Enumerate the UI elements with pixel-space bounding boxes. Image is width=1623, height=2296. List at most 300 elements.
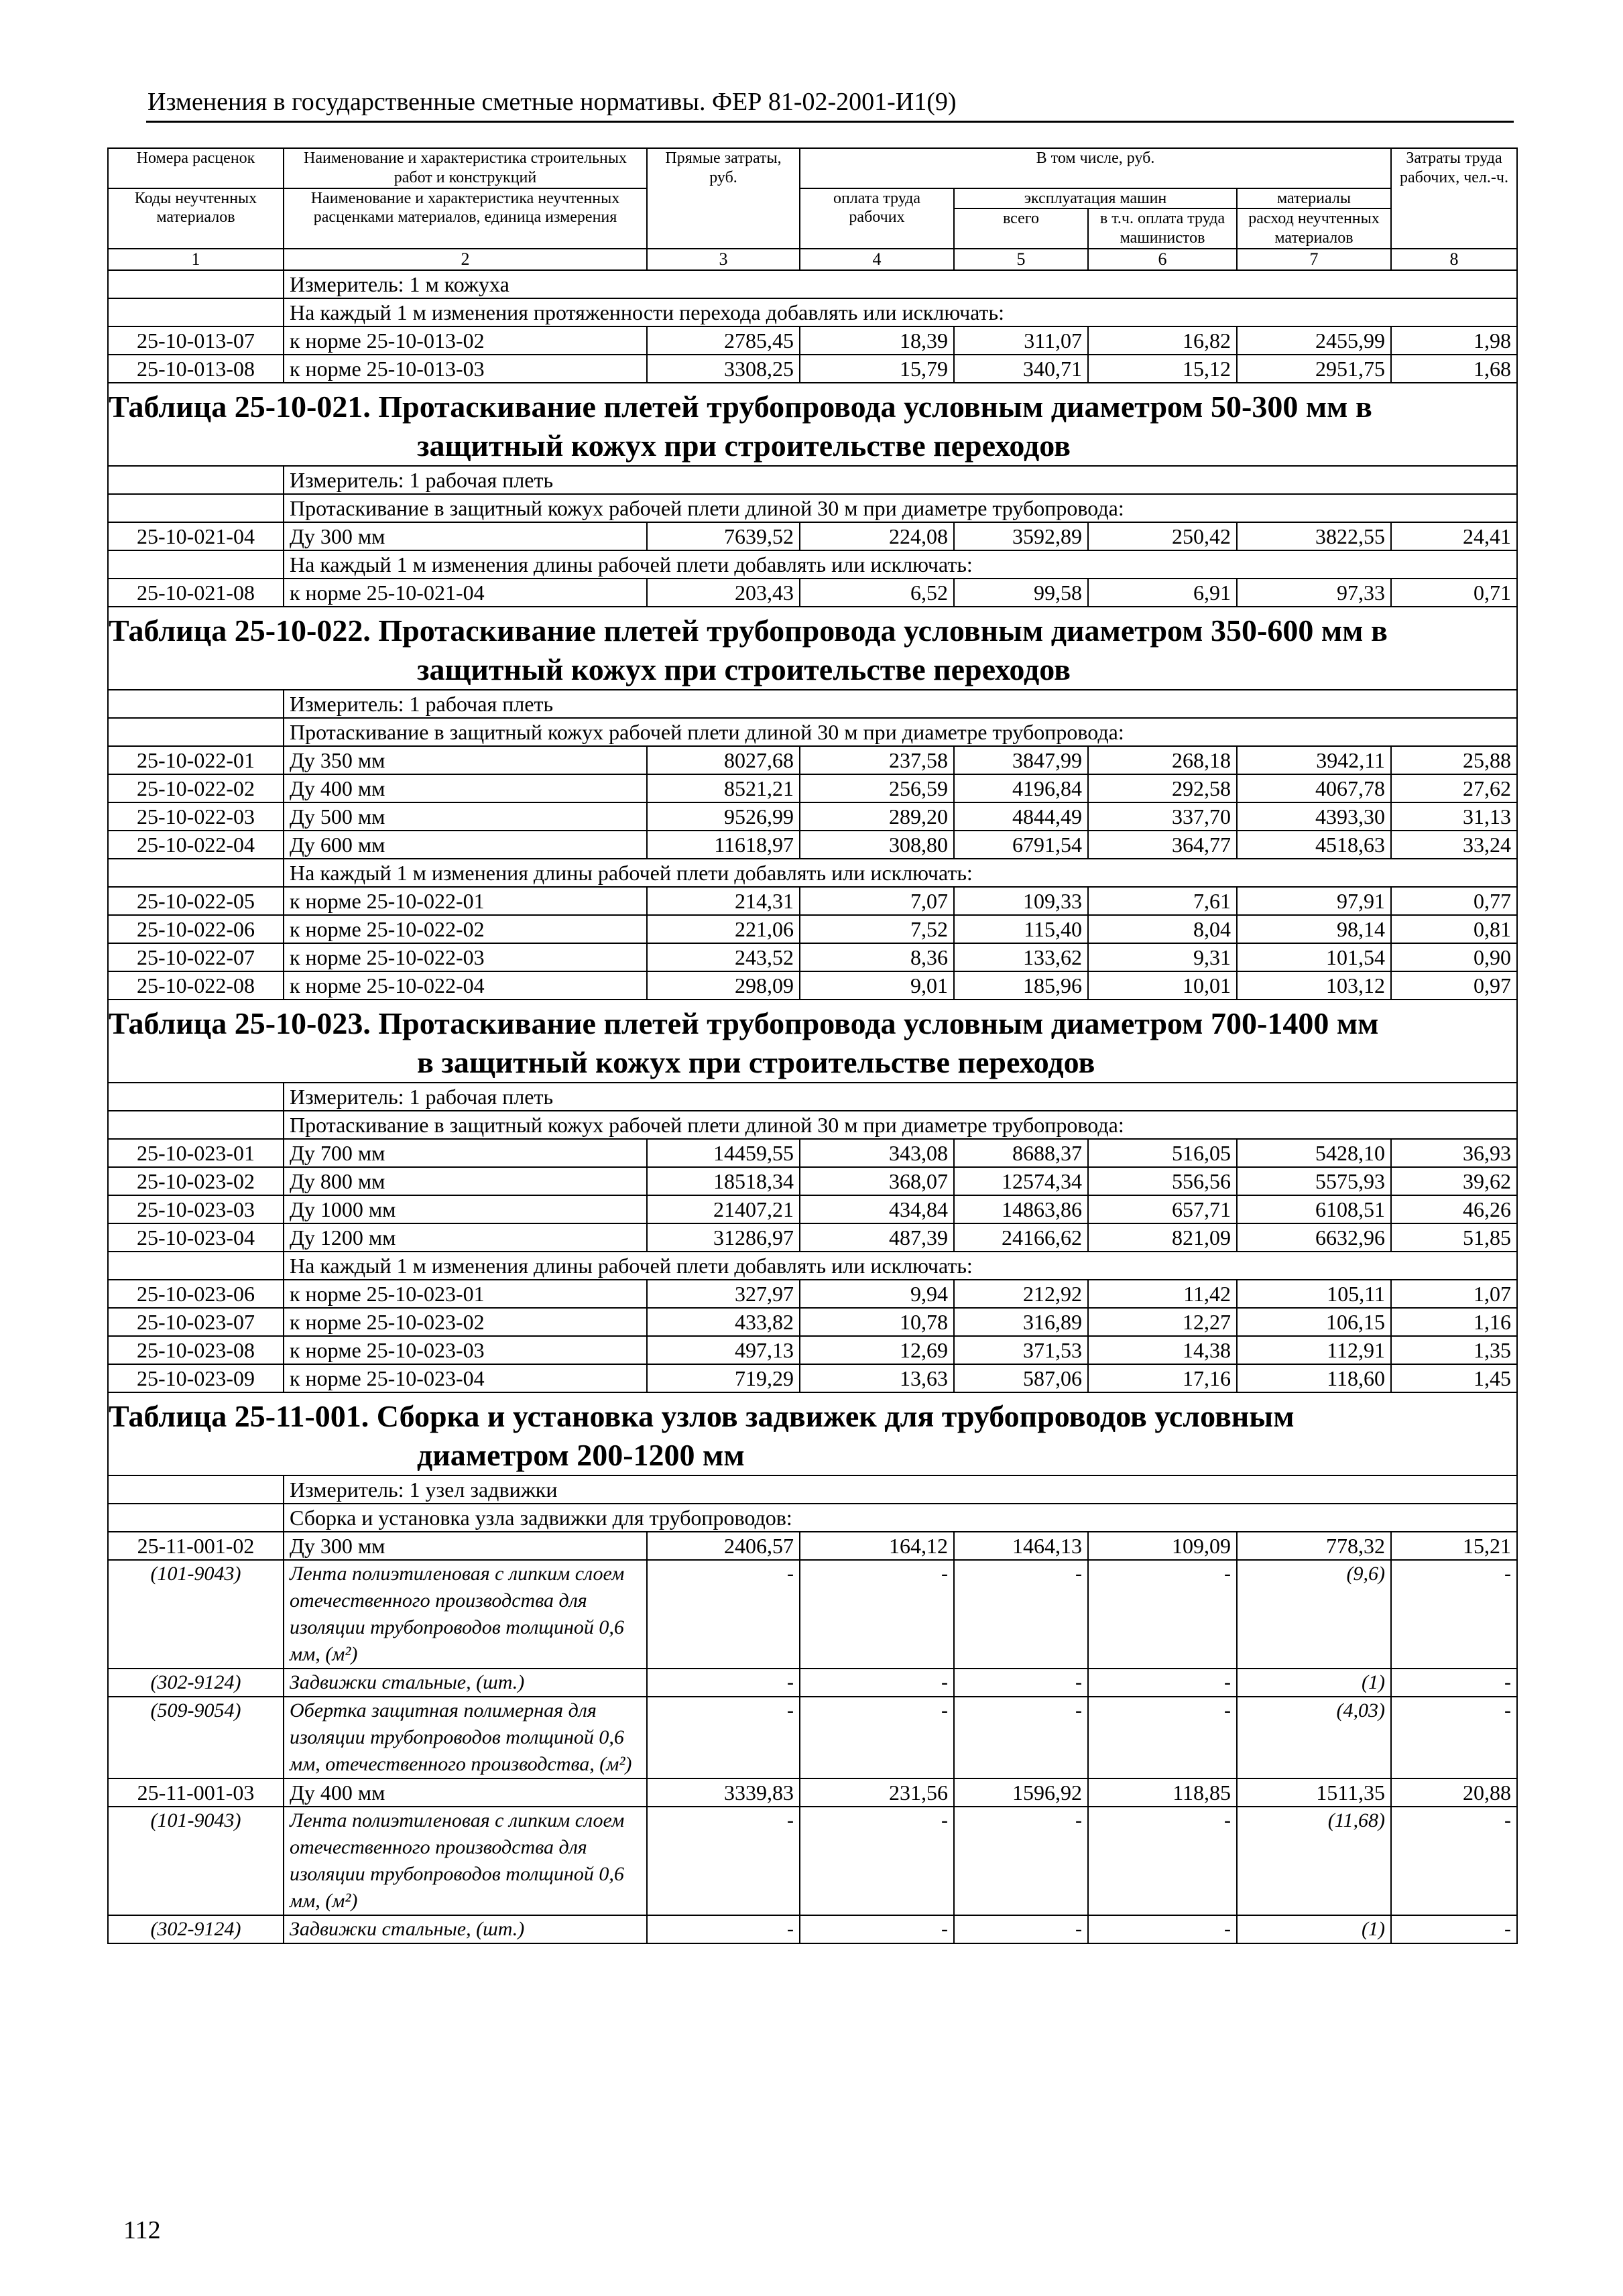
value-cell: 15,79 (800, 355, 954, 383)
value-cell: 112,91 (1237, 1336, 1391, 1364)
empty-cell (108, 859, 284, 887)
value-cell: 9,01 (800, 971, 954, 1000)
material-row (108, 1669, 1517, 1697)
value-cell: 4844,49 (954, 802, 1088, 831)
note-label: На каждый 1 м изменения длины рабочей плети добавлять или исключать: (284, 1252, 1517, 1280)
material-code: (101-9043) (108, 1560, 284, 1669)
dash-cell: - (800, 1669, 954, 1697)
col7-header: расход неучтенных материалов (1237, 208, 1391, 249)
note-label: Протаскивание в защитный кожух рабочей плети длиной 30 м при диаметре трубопровода: (284, 718, 1517, 746)
rate-code: 25-10-013-08 (108, 355, 284, 383)
included-header: В том числе, руб. (800, 148, 1391, 188)
rate-name: Ду 300 мм (284, 522, 647, 550)
table-row (108, 1139, 1517, 1167)
table-row (108, 1364, 1517, 1392)
table-row (108, 915, 1517, 943)
value-cell: 8688,37 (954, 1139, 1088, 1167)
value-cell: 5575,93 (1237, 1167, 1391, 1195)
value-cell: 587,06 (954, 1364, 1088, 1392)
table-row (108, 746, 1517, 774)
dash-cell: - (1391, 1669, 1517, 1697)
note-label: Сборка и установка узла задвижки для трубопроводов: (284, 1504, 1517, 1532)
table-row (108, 774, 1517, 802)
material-qty: (1) (1237, 1669, 1391, 1697)
empty-cell (108, 1475, 284, 1504)
value-cell: 2455,99 (1237, 326, 1391, 355)
empty-cell (108, 270, 284, 298)
value-cell: 8,36 (800, 943, 954, 971)
rate-code: 25-11-001-03 (108, 1778, 284, 1807)
value-cell: 115,40 (954, 915, 1088, 943)
value-cell: 214,31 (647, 887, 800, 915)
value-cell: 33,24 (1391, 831, 1517, 859)
rate-name: к норме 25-10-013-03 (284, 355, 647, 383)
rate-name: Ду 300 мм (284, 1532, 647, 1560)
note-label: Протаскивание в защитный кожух рабочей плети длиной 30 м при диаметре трубопровода: (284, 494, 1517, 522)
value-cell: 105,11 (1237, 1280, 1391, 1308)
rate-name: Ду 400 мм (284, 1778, 647, 1807)
rate-code: 25-10-021-04 (108, 522, 284, 550)
rate-name: к норме 25-10-013-02 (284, 326, 647, 355)
empty-cell (108, 298, 284, 326)
value-cell: 3308,25 (647, 355, 800, 383)
empty-cell (108, 550, 284, 579)
value-cell: 101,54 (1237, 943, 1391, 971)
dash-cell: - (954, 1915, 1088, 1943)
value-cell: 719,29 (647, 1364, 800, 1392)
value-cell: 0,77 (1391, 887, 1517, 915)
table-title-line2: защитный кожух при строительстве переходов (417, 428, 1071, 463)
table-title (108, 1000, 1517, 1083)
value-cell: 16,82 (1088, 326, 1237, 355)
value-cell: 1464,13 (954, 1532, 1088, 1560)
table-row (108, 1167, 1517, 1195)
dash-cell: - (1391, 1697, 1517, 1778)
table-row (108, 943, 1517, 971)
material-name: Лента полиэтиленовая с липким слоем отечественного производства для изоляции трубопроводов толщиной 0,6 мм, (м²) (284, 1807, 647, 1915)
rate-code: 25-10-023-01 (108, 1139, 284, 1167)
col5-header: всего (954, 208, 1088, 249)
value-cell: 1,07 (1391, 1280, 1517, 1308)
table-row (108, 522, 1517, 550)
value-cell: 1,35 (1391, 1336, 1517, 1364)
material-qty: (1) (1237, 1915, 1391, 1943)
value-cell: 657,71 (1088, 1195, 1237, 1223)
value-cell: 327,97 (647, 1280, 800, 1308)
value-cell: 8027,68 (647, 746, 800, 774)
material-code: (302-9124) (108, 1669, 284, 1697)
rate-code: 25-10-022-08 (108, 971, 284, 1000)
col1-header-bottom: Коды неучтенных материалов (108, 188, 284, 249)
dash-cell: - (1088, 1807, 1237, 1915)
dash-cell: - (1391, 1807, 1517, 1915)
rate-code: 25-10-022-07 (108, 943, 284, 971)
rate-code: 25-10-022-05 (108, 887, 284, 915)
material-code: (302-9124) (108, 1915, 284, 1943)
value-cell: 185,96 (954, 971, 1088, 1000)
value-cell: 316,89 (954, 1308, 1088, 1336)
value-cell: 7,07 (800, 887, 954, 915)
material-name: Лента полиэтиленовая с липким слоем отечественного производства для изоляции трубопроводов толщиной 0,6 мм, (м²) (284, 1560, 647, 1669)
col6-header: в т.ч. оплата труда машинистов (1088, 208, 1237, 249)
value-cell: 24,41 (1391, 522, 1517, 550)
dash-cell: - (954, 1669, 1088, 1697)
value-cell: 308,80 (800, 831, 954, 859)
empty-cell (108, 494, 284, 522)
value-cell: 2785,45 (647, 326, 800, 355)
col3-header: Прямые затраты, руб. (647, 148, 800, 249)
dash-cell: - (647, 1697, 800, 1778)
value-cell: 337,70 (1088, 802, 1237, 831)
value-cell: 497,13 (647, 1336, 800, 1364)
value-cell: 221,06 (647, 915, 800, 943)
value-cell: 368,07 (800, 1167, 954, 1195)
value-cell: 556,56 (1088, 1167, 1237, 1195)
empty-cell (108, 1252, 284, 1280)
measure-label: Измеритель: 1 м кожуха (284, 270, 1517, 298)
value-cell: 256,59 (800, 774, 954, 802)
rate-code: 25-10-022-02 (108, 774, 284, 802)
header-rule (146, 121, 1514, 123)
material-row (108, 1807, 1517, 1915)
rate-code: 25-10-023-07 (108, 1308, 284, 1336)
value-cell: 231,56 (800, 1778, 954, 1807)
table-row (108, 1778, 1517, 1807)
material-row (108, 1560, 1517, 1669)
value-cell: 1,16 (1391, 1308, 1517, 1336)
value-cell: 212,92 (954, 1280, 1088, 1308)
value-cell: 99,58 (954, 579, 1088, 607)
material-name: Задвижки стальные, (шт.) (284, 1915, 647, 1943)
empty-cell (108, 1111, 284, 1139)
value-cell: 13,63 (800, 1364, 954, 1392)
table-row (108, 579, 1517, 607)
value-cell: 292,58 (1088, 774, 1237, 802)
value-cell: 4067,78 (1237, 774, 1391, 802)
rate-name: Ду 800 мм (284, 1167, 647, 1195)
value-cell: 4518,63 (1237, 831, 1391, 859)
table-title-line1: Таблица 25-10-022. Протаскивание плетей трубопровода условным диаметром 350-600 мм в (109, 613, 1388, 648)
material-qty: (9,6) (1237, 1560, 1391, 1669)
table-row (108, 326, 1517, 355)
value-cell: 343,08 (800, 1139, 954, 1167)
value-cell: 20,88 (1391, 1778, 1517, 1807)
rate-name: Ду 600 мм (284, 831, 647, 859)
table-row (108, 831, 1517, 859)
table-row (108, 802, 1517, 831)
value-cell: 6632,96 (1237, 1223, 1391, 1252)
value-cell: 203,43 (647, 579, 800, 607)
value-cell: 5428,10 (1237, 1139, 1391, 1167)
value-cell: 821,09 (1088, 1223, 1237, 1252)
rate-name: к норме 25-10-022-01 (284, 887, 647, 915)
value-cell: 7639,52 (647, 522, 800, 550)
empty-cell (108, 466, 284, 494)
value-cell: 9,31 (1088, 943, 1237, 971)
value-cell: 1,45 (1391, 1364, 1517, 1392)
dash-cell: - (800, 1807, 954, 1915)
material-row (108, 1915, 1517, 1943)
value-cell: 311,07 (954, 326, 1088, 355)
value-cell: 3942,11 (1237, 746, 1391, 774)
value-cell: 25,88 (1391, 746, 1517, 774)
rate-name: Ду 400 мм (284, 774, 647, 802)
note-label: На каждый 1 м изменения протяженности перехода добавлять или исключать: (284, 298, 1517, 326)
value-cell: 0,90 (1391, 943, 1517, 971)
value-cell: 17,16 (1088, 1364, 1237, 1392)
value-cell: 487,39 (800, 1223, 954, 1252)
value-cell: 371,53 (954, 1336, 1088, 1364)
value-cell: 0,97 (1391, 971, 1517, 1000)
table-row (108, 1195, 1517, 1223)
value-cell: 18518,34 (647, 1167, 800, 1195)
table-title-line2: диаметром 200-1200 мм (417, 1437, 745, 1472)
value-cell: 14,38 (1088, 1336, 1237, 1364)
dash-cell: - (800, 1915, 954, 1943)
material-code: (509-9054) (108, 1697, 284, 1778)
note-label: На каждый 1 м изменения длины рабочей плети добавлять или исключать: (284, 550, 1517, 579)
value-cell: 46,26 (1391, 1195, 1517, 1223)
rate-name: Ду 350 мм (284, 746, 647, 774)
value-cell: 31,13 (1391, 802, 1517, 831)
page-header: Изменения в государственные сметные нормативы. ФЕР 81-02-2001-И1(9) (147, 88, 957, 116)
dash-cell: - (1391, 1560, 1517, 1669)
table-row (108, 1223, 1517, 1252)
value-cell: 97,91 (1237, 887, 1391, 915)
value-cell: 1,98 (1391, 326, 1517, 355)
table-title-line2: защитный кожух при строительстве переходов (417, 652, 1071, 686)
dash-cell: - (800, 1560, 954, 1669)
dash-cell: - (1391, 1915, 1517, 1943)
value-cell: 11618,97 (647, 831, 800, 859)
value-cell: 109,33 (954, 887, 1088, 915)
value-cell: 2951,75 (1237, 355, 1391, 383)
price-table (107, 147, 1518, 1944)
value-cell: 98,14 (1237, 915, 1391, 943)
material-qty: (11,68) (1237, 1807, 1391, 1915)
materials-header: материалы (1237, 188, 1391, 209)
material-code: (101-9043) (108, 1807, 284, 1915)
value-cell: 10,01 (1088, 971, 1237, 1000)
dash-cell: - (647, 1669, 800, 1697)
value-cell: 15,12 (1088, 355, 1237, 383)
rate-name: к норме 25-10-023-01 (284, 1280, 647, 1308)
dash-cell: - (800, 1697, 954, 1778)
rate-code: 25-10-022-06 (108, 915, 284, 943)
rate-code: 25-10-023-03 (108, 1195, 284, 1223)
value-cell: 268,18 (1088, 746, 1237, 774)
value-cell: 516,05 (1088, 1139, 1237, 1167)
measure-label: Измеритель: 1 узел задвижки (284, 1475, 1517, 1504)
value-cell: 7,61 (1088, 887, 1237, 915)
value-cell: 14863,86 (954, 1195, 1088, 1223)
value-cell: 778,32 (1237, 1532, 1391, 1560)
value-cell: 1596,92 (954, 1778, 1088, 1807)
rate-code: 25-10-023-08 (108, 1336, 284, 1364)
measure-label: Измеритель: 1 рабочая плеть (284, 690, 1517, 718)
value-cell: 243,52 (647, 943, 800, 971)
value-cell: 1511,35 (1237, 1778, 1391, 1807)
value-cell: 118,60 (1237, 1364, 1391, 1392)
value-cell: 109,09 (1088, 1532, 1237, 1560)
rate-name: к норме 25-10-022-04 (284, 971, 647, 1000)
material-name: Задвижки стальные, (шт.) (284, 1669, 647, 1697)
value-cell: 250,42 (1088, 522, 1237, 550)
rate-name: к норме 25-10-023-02 (284, 1308, 647, 1336)
value-cell: 11,42 (1088, 1280, 1237, 1308)
rate-name: Ду 1200 мм (284, 1223, 647, 1252)
value-cell: 289,20 (800, 802, 954, 831)
col2-header-top: Наименование и характеристика строительных работ и конструкций (284, 148, 647, 188)
rate-name: к норме 25-10-021-04 (284, 579, 647, 607)
value-cell: 15,21 (1391, 1532, 1517, 1560)
value-cell: 14459,55 (647, 1139, 800, 1167)
value-cell: 0,81 (1391, 915, 1517, 943)
table-title (108, 1392, 1517, 1475)
empty-cell (108, 718, 284, 746)
rate-code: 25-10-022-01 (108, 746, 284, 774)
dash-cell: - (954, 1697, 1088, 1778)
rate-code: 25-10-022-03 (108, 802, 284, 831)
value-cell: 36,93 (1391, 1139, 1517, 1167)
value-cell: 12574,34 (954, 1167, 1088, 1195)
table-row (108, 887, 1517, 915)
col4-header: оплата труда рабочих (800, 188, 954, 249)
value-cell: 8,04 (1088, 915, 1237, 943)
rate-name: к норме 25-10-023-04 (284, 1364, 647, 1392)
measure-label: Измеритель: 1 рабочая плеть (284, 466, 1517, 494)
dash-cell: - (647, 1807, 800, 1915)
value-cell: 106,15 (1237, 1308, 1391, 1336)
rate-name: Ду 700 мм (284, 1139, 647, 1167)
value-cell: 4196,84 (954, 774, 1088, 802)
dash-cell: - (647, 1915, 800, 1943)
rate-name: к норме 25-10-023-03 (284, 1336, 647, 1364)
value-cell: 39,62 (1391, 1167, 1517, 1195)
value-cell: 24166,62 (954, 1223, 1088, 1252)
value-cell: 12,27 (1088, 1308, 1237, 1336)
table-row (108, 1532, 1517, 1560)
note-label: Протаскивание в защитный кожух рабочей плети длиной 30 м при диаметре трубопровода: (284, 1111, 1517, 1139)
table-body (108, 270, 1517, 1943)
rate-name: к норме 25-10-022-03 (284, 943, 647, 971)
machines-header: эксплуатация машин (954, 188, 1237, 209)
value-cell: 7,52 (800, 915, 954, 943)
material-row (108, 1697, 1517, 1778)
dash-cell: - (1088, 1560, 1237, 1669)
dash-cell: - (1088, 1697, 1237, 1778)
rate-code: 25-10-023-09 (108, 1364, 284, 1392)
col1-header-top: Номера расценок (108, 148, 284, 188)
value-cell: 1,68 (1391, 355, 1517, 383)
table-title (108, 607, 1517, 690)
column-numbers: 1 2 3 4 5 6 7 8 (108, 249, 1517, 270)
empty-cell (108, 1083, 284, 1111)
rate-code: 25-10-023-02 (108, 1167, 284, 1195)
rate-code: 25-10-013-07 (108, 326, 284, 355)
value-cell: 6791,54 (954, 831, 1088, 859)
rate-name: к норме 25-10-022-02 (284, 915, 647, 943)
dash-cell: - (954, 1560, 1088, 1669)
material-qty: (4,03) (1237, 1697, 1391, 1778)
value-cell: 51,85 (1391, 1223, 1517, 1252)
value-cell: 10,78 (800, 1308, 954, 1336)
value-cell: 434,84 (800, 1195, 954, 1223)
rate-code: 25-10-021-08 (108, 579, 284, 607)
value-cell: 27,62 (1391, 774, 1517, 802)
rate-code: 25-11-001-02 (108, 1532, 284, 1560)
value-cell: 31286,97 (647, 1223, 800, 1252)
value-cell: 3822,55 (1237, 522, 1391, 550)
value-cell: 97,33 (1237, 579, 1391, 607)
value-cell: 364,77 (1088, 831, 1237, 859)
value-cell: 433,82 (647, 1308, 800, 1336)
value-cell: 164,12 (800, 1532, 954, 1560)
table-title-line1: Таблица 25-11-001. Сборка и установка узлов задвижек для трубопроводов условным (109, 1398, 1295, 1433)
rate-name: Ду 500 мм (284, 802, 647, 831)
document-body (107, 147, 1516, 1944)
rate-code: 25-10-023-04 (108, 1223, 284, 1252)
value-cell: 3847,99 (954, 746, 1088, 774)
empty-cell (108, 1504, 284, 1532)
value-cell: 237,58 (800, 746, 954, 774)
value-cell: 3592,89 (954, 522, 1088, 550)
value-cell: 2406,57 (647, 1532, 800, 1560)
col2-header-bottom: Наименование и характеристика неучтенных расценками материалов, единица измерения (284, 188, 647, 249)
table-title-line1: Таблица 25-10-021. Протаскивание плетей трубопровода условным диаметром 50-300 мм в (109, 389, 1372, 424)
value-cell: 9,94 (800, 1280, 954, 1308)
value-cell: 12,69 (800, 1336, 954, 1364)
value-cell: 18,39 (800, 326, 954, 355)
value-cell: 0,71 (1391, 579, 1517, 607)
rate-code: 25-10-022-04 (108, 831, 284, 859)
table-title-line1: Таблица 25-10-023. Протаскивание плетей трубопровода условным диаметром 700-1400 мм (109, 1006, 1379, 1040)
table-row (108, 1336, 1517, 1364)
dash-cell: - (954, 1807, 1088, 1915)
note-label: На каждый 1 м изменения длины рабочей плети добавлять или исключать: (284, 859, 1517, 887)
value-cell: 21407,21 (647, 1195, 800, 1223)
value-cell: 340,71 (954, 355, 1088, 383)
dash-cell: - (647, 1560, 800, 1669)
table-row (108, 355, 1517, 383)
value-cell: 6,91 (1088, 579, 1237, 607)
value-cell: 224,08 (800, 522, 954, 550)
value-cell: 6108,51 (1237, 1195, 1391, 1223)
table-title-line2: в защитный кожух при строительстве переходов (417, 1044, 1095, 1079)
table-row (108, 1280, 1517, 1308)
value-cell: 298,09 (647, 971, 800, 1000)
dash-cell: - (1088, 1915, 1237, 1943)
table-title (108, 383, 1517, 466)
value-cell: 9526,99 (647, 802, 800, 831)
empty-cell (108, 690, 284, 718)
value-cell: 8521,21 (647, 774, 800, 802)
value-cell: 3339,83 (647, 1778, 800, 1807)
measure-label: Измеритель: 1 рабочая плеть (284, 1083, 1517, 1111)
rate-name: Ду 1000 мм (284, 1195, 647, 1223)
table-row (108, 971, 1517, 1000)
value-cell: 6,52 (800, 579, 954, 607)
value-cell: 133,62 (954, 943, 1088, 971)
table-row (108, 1308, 1517, 1336)
dash-cell: - (1088, 1669, 1237, 1697)
value-cell: 4393,30 (1237, 802, 1391, 831)
value-cell: 103,12 (1237, 971, 1391, 1000)
page-number: 112 (123, 2216, 161, 2244)
value-cell: 118,85 (1088, 1778, 1237, 1807)
col8-header: Затраты труда рабочих, чел.-ч. (1391, 148, 1517, 249)
material-name: Обертка защитная полимерная для изоляции трубопроводов толщиной 0,6 мм, отечественного производства, (м²) (284, 1697, 647, 1778)
